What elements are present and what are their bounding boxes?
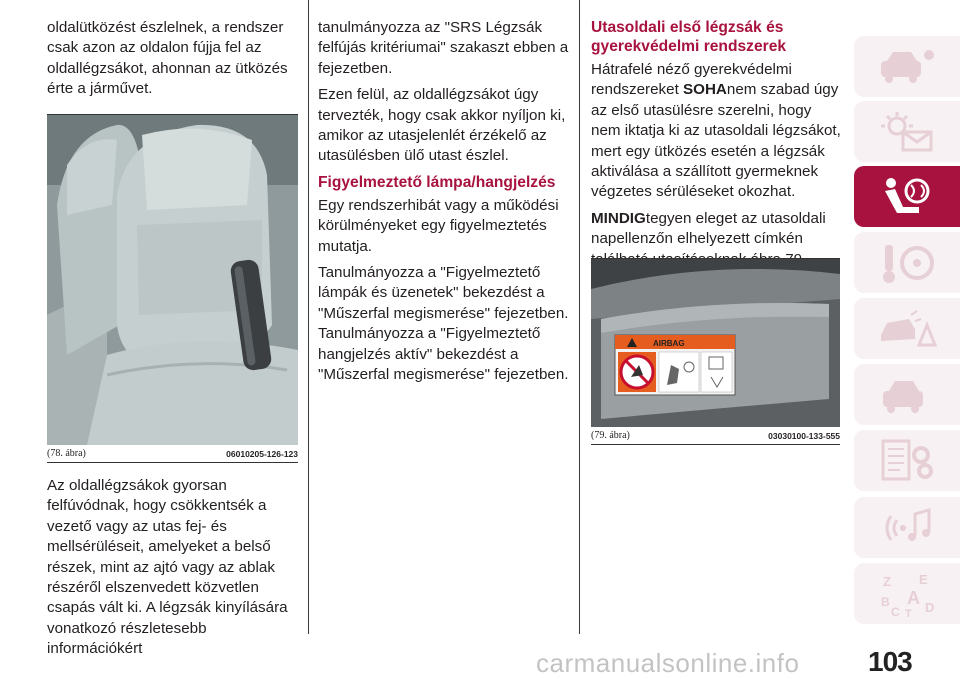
col2-paragraph-4: Tanulmányozza a "Figyelmeztető lámpák és üzenetek" bekezdést a "Műszerfal megismerése" fejezetben. <box>318 264 569 322</box>
col3-paragraph-1-start: Hátrafelé néző gyerekvédelmi rendszereket <box>591 61 792 99</box>
alphabet-index-icon <box>875 570 939 618</box>
maintenance-list-icon <box>875 437 939 485</box>
column-divider-1 <box>308 0 309 634</box>
col3-heading: Utasoldali első légzsák és gyerekvédelmi rendszerek <box>591 19 787 55</box>
tab-maintenance[interactable] <box>854 364 960 425</box>
sun-visor-photo <box>591 259 840 427</box>
column-divider-2 <box>579 0 580 634</box>
figure-79-code: 03030100-133-555 <box>768 430 840 441</box>
index-letter-c: C <box>891 604 900 618</box>
figure-78-number: (78. ábra) <box>47 448 86 459</box>
tab-multimedia[interactable] <box>854 497 960 558</box>
index-letter-b: B <box>881 594 890 609</box>
col3-paragraph-1 <box>591 60 843 203</box>
col3-paragraph-1-end: nem szabad úgy az első utasülésre szerelni, hogy nem iktatja ki az utasoldali légzsákot, mert egy ütközés esetén a légzsák aktiválása a szállított gyermeknek végzetes sérüléseket okozhat. <box>591 81 841 201</box>
figure-79 <box>591 258 840 445</box>
column-2 <box>318 18 570 392</box>
figure-78 <box>47 114 298 463</box>
column-3 <box>591 18 843 276</box>
warning-lights-icon <box>875 108 939 156</box>
col2-paragraph-2: Ezen felül, az oldallégzsákot úgy tervezték, hogy csak akkor nyíljon ki, amikor az utasjelenlét érzékelő az utasülésben ülő utast észlel. <box>318 86 566 165</box>
car-warning-triangle-icon <box>875 305 939 353</box>
col3-mindig: MINDIG <box>591 209 646 227</box>
figure-78-code: 06010205-126-123 <box>226 448 298 459</box>
col1-paragraph-1: oldalütközést észlelnek, a rendszer csak azon az oldalon fújja fel az oldallégzsákot, ahonnan az ütközés érte a járművet. <box>47 19 288 98</box>
column-1 <box>47 18 299 106</box>
tab-warning-lights[interactable] <box>854 101 960 162</box>
car-service-icon <box>875 371 939 419</box>
col2-paragraph-1: tanulmányozza az "SRS Légzsák felfújás kritériumai" szakaszt ebben a fejezetben. <box>318 19 569 77</box>
tab-emergency[interactable] <box>854 298 960 359</box>
car-dashboard-icon <box>875 43 939 91</box>
seat-photo <box>47 115 298 445</box>
column-1-lower <box>47 476 299 666</box>
tab-car-dashboard[interactable] <box>854 36 960 97</box>
index-letter-e: E <box>919 571 928 587</box>
index-letter-t: T <box>905 607 912 618</box>
tab-airbag-safety[interactable] <box>854 166 960 227</box>
airbag-label-text: AIRBAG <box>653 339 685 348</box>
figure-79-number: (79. ábra) <box>591 430 630 441</box>
watermark: carmanualsonline.info <box>536 648 800 678</box>
index-letter-d: D <box>925 599 935 615</box>
col2-paragraph-3: Egy rendszerhibát vagy a működési körülményeket egy figyelmeztetés mutatja. <box>318 196 559 255</box>
col1-paragraph-2: Az oldallégzsákok gyorsan felfúvódnak, hogy csökkentsék a vezető vagy az utas fej- és mellsérüléseit, amelyeket a belső részek, mint az ajtó vagy az ablak részéről elszenvedett közvetlen csapás vált ki. A légzsák kinyílására vonatkozó részletesebb információkért <box>47 477 288 658</box>
airbag-seat-icon <box>875 173 939 221</box>
tab-index[interactable] <box>854 563 960 624</box>
index-letter-a: A <box>907 587 920 608</box>
multimedia-icon <box>875 504 939 552</box>
page-number: 103 <box>868 646 912 677</box>
index-letter-z: Z <box>883 573 891 589</box>
col2-heading: Figyelmeztető lámpa/hangjelzés <box>318 173 556 191</box>
tab-technical-data[interactable] <box>854 430 960 491</box>
col2-paragraph-5: Tanulmányozza a "Figyelmeztető hangjelzés aktív" bekezdést a "Műszerfal megismerése" fejezetben. <box>318 325 569 384</box>
col3-paragraph-2-end: tegyen eleget az utasoldali napellenzőn elhelyezett címkén <box>591 209 826 248</box>
tab-starting-driving[interactable] <box>854 232 960 293</box>
steering-wheel-key-icon <box>875 239 939 287</box>
col3-soha: SOHA <box>683 81 727 99</box>
